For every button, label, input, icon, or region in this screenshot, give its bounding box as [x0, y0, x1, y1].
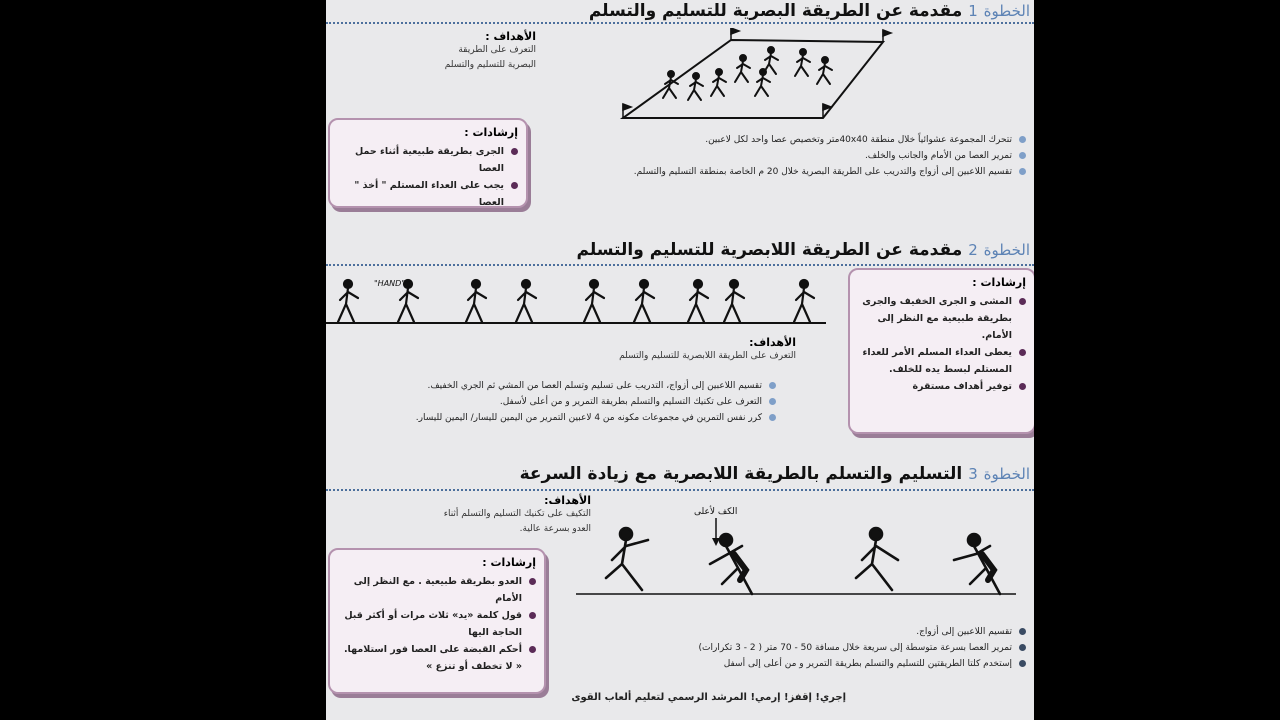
step3-title: التسليم والتسلم بالطريقة اللابصرية مع زيادة السرعة: [519, 464, 963, 484]
step2-goals-text: التعرف على الطريقة اللابصرية للتسليم والتسلم: [619, 351, 796, 361]
step3-tip: أحكم القبضة على العصا فور استلامها. « لا تخطف أو تنزع »: [338, 641, 536, 675]
step2-drills: [356, 378, 776, 426]
step2-goals-heading: الأهداف:: [749, 336, 796, 349]
step1-tip: يجب على العداء المستلم " أخذ " العصا: [338, 177, 518, 211]
step2-tip: توفير أهداف مستقرة: [858, 378, 1026, 395]
step1-tips-heading: إرشادات :: [464, 126, 518, 139]
step2-heading: [510, 240, 1030, 260]
step2-runners-sequence: [326, 270, 831, 330]
step3-word: الخطوة: [983, 465, 1030, 483]
step1-number: 1: [968, 2, 978, 20]
step3-heading: [470, 464, 1030, 484]
document-page: [326, 0, 1034, 720]
step2-divider: [326, 264, 1034, 266]
step2-drill: تقسيم اللاعبين إلى أزواج، التدريب على تسليم وتسلم العصا من المشي ثم الجري الخفيف.: [356, 378, 776, 394]
step2-title: مقدمة عن الطريقة اللابصرية للتسليم والتسلم: [576, 240, 963, 260]
step1-heading: [510, 1, 1030, 21]
step1-drill: تتحرك المجموعة عشوائياً خلال منطقة 40x40متر وتخصيص عصا واحد لكل لاعبين.: [606, 132, 1026, 148]
step3-drill: تقسيم اللاعبين إلى أزواج.: [596, 624, 1026, 640]
step3-tips-heading: إرشادات :: [482, 556, 536, 569]
step3-goals: [426, 494, 591, 537]
step2-drill: كرر نفس التمرين في مجموعات مكونه من 4 لاعبين التمرير من اليمين لليسار/ اليمين لليسار.: [356, 410, 776, 426]
step1-tip: الجرى بطريقة طبيعية أثناء حمل العصا: [338, 143, 518, 177]
step3-drill: إستخدم كلتا الطريقتين للتسليم والتسلم بطريقة التمرير و من أعلى إلى أسفل: [596, 656, 1026, 672]
step1-title: مقدمة عن الطريقة البصرية للتسليم والتسلم: [588, 1, 963, 21]
step3-drill: تمرير العصا بسرعة متوسطة إلى سريعة خلال مسافة 50 - 70 متر ( 2 - 3 تكرارات): [596, 640, 1026, 656]
step2-tips-heading: إرشادات :: [972, 276, 1026, 289]
step3-drills: [596, 624, 1026, 672]
step2-tip: يعطى العداء المسلم الأمر للعداء المستلم لبسط يده للخلف.: [858, 344, 1026, 378]
step3-tip: قول كلمة «يد» ثلاث مرات أو أكثر قبل الحاجة اليها: [338, 607, 536, 641]
step1-drill: تمرير العصا من الأمام والجانب والخلف.: [606, 148, 1026, 164]
step1-drills: [606, 132, 1026, 180]
palm-up-label: الكف لأعلى: [694, 507, 738, 517]
page-footer: إجري! إقفز! إرمي! المرشد الرسمي لتعليم ألعاب القوى: [571, 692, 846, 703]
step1-field-illustration: [611, 28, 901, 128]
step1-goals: [436, 30, 536, 73]
step1-goals-heading: الأهداف :: [485, 30, 536, 43]
step2-drill: التعرف على تكنيك التسليم والتسلم بطريقة التمرير و من أعلى لأسفل.: [356, 394, 776, 410]
step2-tip: المشى و الجرى الخفيف والجرى بطريقة طبيعية مع النظر إلى الأمام.: [858, 293, 1026, 344]
step2-goals: [506, 336, 796, 364]
step3-number: 3: [968, 465, 978, 483]
step2-number: 2: [968, 241, 978, 259]
step3-goals-heading: الأهداف:: [544, 494, 591, 507]
step3-tip: العدو بطريقة طبيعية . مع النظر إلى الأمام: [338, 573, 536, 607]
step1-tips-box: [328, 118, 528, 208]
step3-tips-box: [328, 548, 546, 694]
step2-word: الخطوة: [983, 241, 1030, 259]
runner-figures: [663, 47, 832, 100]
step1-word: الخطوة: [983, 2, 1030, 20]
step1-goals-text: التعرف على الطريقة البصرية للتسليم والتسلم: [444, 45, 536, 70]
hand-label: "HAND": [374, 279, 405, 288]
step1-drill: تقسيم اللاعبين إلى أزواج والتدريب على الطريقة البصرية خلال 20 م الخاصة بمنطقة التسليم والتسلم.: [606, 164, 1026, 180]
step3-handoff-illustration: [576, 500, 1026, 600]
step2-tips-box: [848, 268, 1034, 434]
step3-goals-text: التكيف على تكنيك التسليم والتسلم أثناء العدو بسرعة عالية.: [443, 509, 591, 534]
step1-divider: [326, 22, 1034, 24]
step3-divider: [326, 489, 1034, 491]
